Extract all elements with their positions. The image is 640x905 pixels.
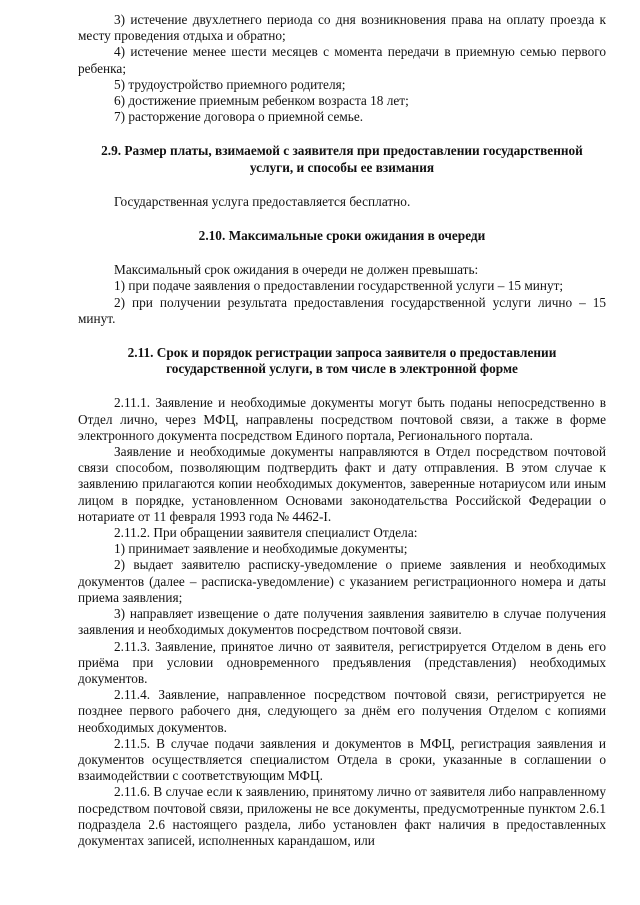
paragraph: 3) направляет извещение о дате получения заявления заявителю в случае получения заявления и необходимых документов посредством почтовой связи. bbox=[78, 606, 606, 638]
section-heading-2-9: 2.9. Размер платы, взимаемой с заявителя при предоставлении государственной услуги, и способы ее взимания bbox=[101, 143, 583, 175]
paragraph: 2) выдает заявителю расписку-уведомление о приеме заявления и необходимых документов (далее – расписка-уведомление) с указанием регистрационного номера и даты приема заявления; bbox=[78, 557, 606, 605]
paragraph: 2.11.1. Заявление и необходимые документы могут быть поданы непосредственно в Отдел лично, через МФЦ, направлены посредством почтовой связи, а также в форме электронного документа посредством Единого портала, Регионального портала. bbox=[78, 395, 606, 443]
paragraph: 2) при получении результата предоставления государственной услуги лично – 15 минут. bbox=[78, 294, 606, 326]
list-item: 5) трудоустройство приемного родителя; bbox=[114, 76, 346, 92]
paragraph: 2.11.4. Заявление, направленное посредством почтовой связи, регистрируется не позднее первого рабочего дня, следующего за днём его получения Отделом с копиями необходимых документов. bbox=[78, 687, 606, 735]
document-page bbox=[78, 12, 606, 849]
paragraph: 2.11.6. В случае если к заявлению, принятому лично от заявителя либо направленному посредством почтовой связи, приложены не все документы, предусмотренные пунктом 2.6.1 подраздела 2.6 настоящего раздела, либо установлен факт наличия в предоставленных документах записей, исполненных карандашом, или bbox=[78, 784, 606, 848]
paragraph: 1) принимает заявление и необходимые документы; bbox=[114, 541, 408, 557]
list-item: 7) расторжение договора о приемной семье. bbox=[114, 109, 364, 125]
section-heading-2-11: 2.11. Срок и порядок регистрации запроса заявителя о предоставлении государственной услуги, в том числе в электронной форме bbox=[127, 345, 557, 377]
paragraph: Государственная услуга предоставляется бесплатно. bbox=[114, 193, 411, 209]
section-heading-2-10: 2.10. Максимальные сроки ожидания в очереди bbox=[198, 228, 486, 244]
paragraph: 2.11.2. При обращении заявителя специалист Отдела: bbox=[114, 525, 418, 541]
paragraph: Заявление и необходимые документы направляются в Отдел посредством почтовой связи способом, позволяющим подтвердить факт и дату отправления. В этом случае к заявлению прилагаются копии необходимых документов, заверенные нотариусом или иным лицом в порядке, установленном Основами законодательства Российской Федерации о нотариате от 11 февраля 1993 года № 4462-I. bbox=[78, 444, 606, 524]
list-item: 3) истечение двухлетнего периода со дня возникновения права на оплату проезда к месту проведения отдыха и обратно; bbox=[78, 12, 606, 44]
paragraph: 2.11.3. Заявление, принятое лично от заявителя, регистрируется Отделом в день его приёма при условии одновременного предъявления (представления) необходимых документов. bbox=[78, 638, 606, 686]
paragraph: 1) при подаче заявления о предоставлении государственной услуги – 15 минут; bbox=[114, 278, 564, 294]
paragraph: 2.11.5. В случае подачи заявления и документов в МФЦ, регистрация заявления и документов осуществляется специалистом Отдела в сроки, указанные в соглашении о взаимодействии с соответствующим МФЦ. bbox=[78, 735, 606, 784]
list-item: 6) достижение приемным ребенком возраста 18 лет; bbox=[114, 93, 409, 109]
list-item: 4) истечение менее шести месяцев с момента передачи в приемную семью первого ребенка; bbox=[78, 44, 606, 76]
paragraph: Максимальный срок ожидания в очереди не должен превышать: bbox=[114, 262, 479, 278]
